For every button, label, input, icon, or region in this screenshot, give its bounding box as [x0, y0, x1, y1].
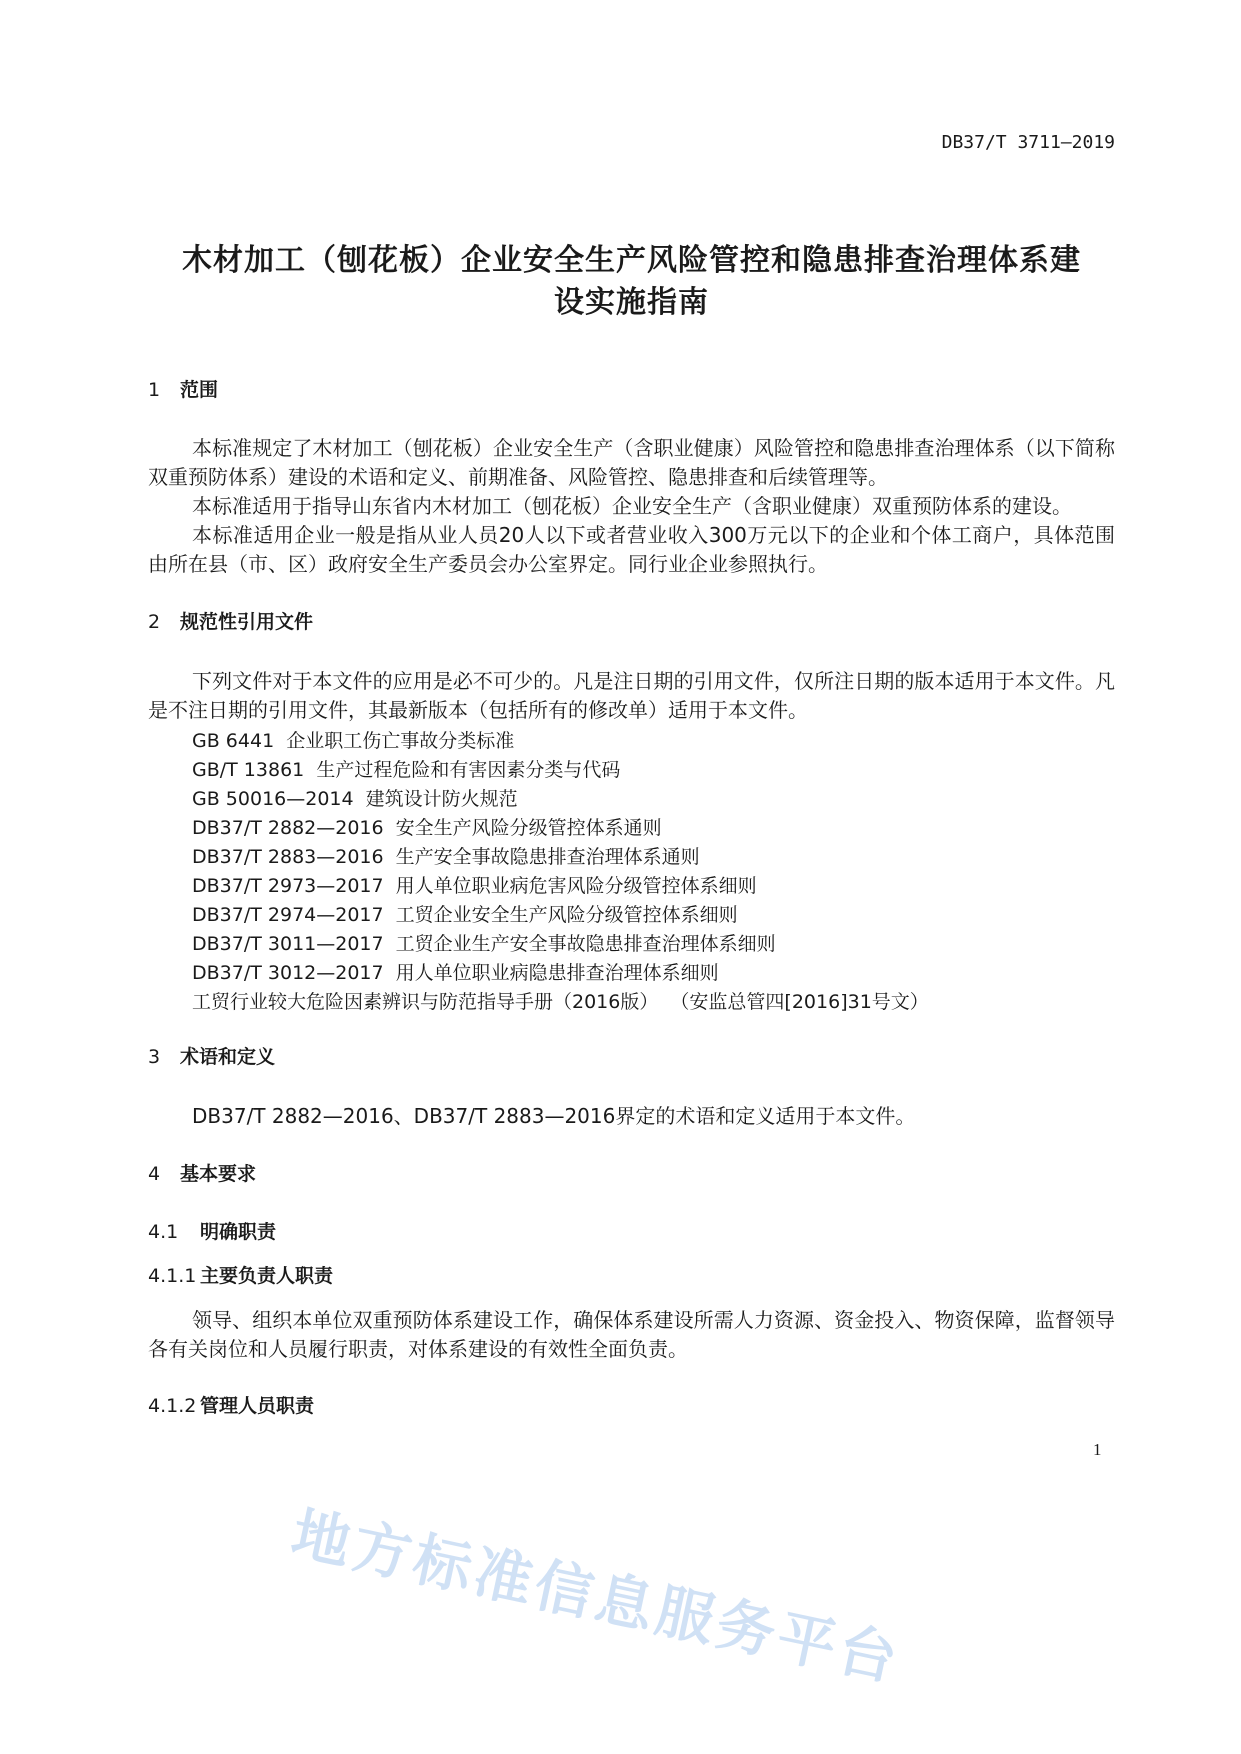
document-code: DB37/T 3711—2019 — [941, 132, 1115, 153]
section-title: 范围 — [180, 379, 219, 401]
section-1-heading — [148, 378, 1115, 402]
section-title: 基本要求 — [180, 1163, 257, 1185]
reference-item: DB37/T 3012—2017 用人单位职业病隐患排查治理体系细则 — [192, 962, 719, 984]
section-number: 4.1.1 — [148, 1265, 197, 1287]
reference-item: DB37/T 2973—2017 用人单位职业病危害风险分级管控体系细则 — [192, 875, 757, 897]
section-4-1-heading — [148, 1220, 1115, 1244]
reference-list — [148, 727, 1115, 1017]
section-4-1-2-heading — [148, 1394, 1115, 1418]
reference-item: DB37/T 3011—2017 工贸企业生产安全事故隐患排查治理体系细则 — [192, 933, 776, 955]
scope-paragraph-3: 本标准适用企业一般是指从业人员20人以下或者营业收入300万元以下的企业和个体工商户，具体范围由所在县（市、区）政府安全生产委员会办公室界定。同行业企业参照执行。 — [148, 523, 1115, 576]
reference-item: DB37/T 2974—2017 工贸企业安全生产风险分级管控体系细则 — [192, 904, 738, 926]
scope-paragraph-2: 本标准适用于指导山东省内木材加工（刨花板）企业安全生产（含职业健康）双重预防体系的建设。 — [192, 494, 1072, 518]
reference-item: GB 6441 企业职工伤亡事故分类标准 — [192, 730, 515, 752]
section-title: 明确职责 — [200, 1221, 277, 1243]
section-3-heading — [148, 1045, 1115, 1069]
watermark: 地方标准信息服务平台 — [286, 1499, 907, 1695]
section-number: 4.1 — [148, 1221, 179, 1243]
section-number: 4 — [148, 1163, 161, 1185]
title-line-2: 设实施指南 — [554, 285, 709, 320]
terms-paragraph: DB37/T 2882—2016、DB37/T 2883—2016界定的术语和定义适用于本文件。 — [192, 1104, 916, 1128]
reference-item: GB 50016—2014 建筑设计防火规范 — [192, 788, 518, 810]
reference-item: 工贸行业较大危险因素辨识与防范指导手册（2016版） （安监总管四[2016]31号文） — [192, 991, 929, 1013]
reference-item: DB37/T 2882—2016 安全生产风险分级管控体系通则 — [192, 817, 662, 839]
title-line-1: 木材加工（刨花板）企业安全生产风险管控和隐患排查治理体系建 — [182, 243, 1081, 278]
section-title: 术语和定义 — [180, 1046, 276, 1068]
section-title: 主要负责人职责 — [200, 1265, 334, 1287]
document-body — [148, 240, 1115, 1418]
references-intro: 下列文件对于本文件的应用是必不可少的。凡是注日期的引用文件，仅所注日期的版本适用于本文件。凡是不注日期的引用文件，其最新版本（包括所有的修改单）适用于本文件。 — [148, 669, 1115, 722]
section-title: 规范性引用文件 — [180, 611, 314, 633]
section-number: 4.1.2 — [148, 1395, 197, 1417]
section-number: 2 — [148, 611, 161, 633]
section-4-heading — [148, 1162, 1115, 1186]
section-number: 3 — [148, 1046, 161, 1068]
section-title: 管理人员职责 — [200, 1395, 315, 1417]
document-title — [140, 240, 1123, 324]
section-number: 1 — [148, 379, 161, 401]
section-2-heading — [148, 610, 1115, 634]
scope-paragraph-1: 本标准规定了木材加工（刨花板）企业安全生产（含职业健康）风险管控和隐患排查治理体系（以下简称双重预防体系）建设的术语和定义、前期准备、风险管控、隐患排查和后续管理等。 — [148, 436, 1115, 489]
reference-item: GB/T 13861 生产过程危险和有害因素分类与代码 — [192, 759, 621, 781]
section-4-1-1-heading — [148, 1264, 1115, 1288]
responsibility-paragraph: 领导、组织本单位双重预防体系建设工作，确保体系建设所需人力资源、资金投入、物资保障，监督领导各有关岗位和人员履行职责，对体系建设的有效性全面负责。 — [148, 1308, 1115, 1361]
page-number: 1 — [1093, 1440, 1102, 1459]
reference-item: DB37/T 2883—2016 生产安全事故隐患排查治理体系通则 — [192, 846, 700, 868]
